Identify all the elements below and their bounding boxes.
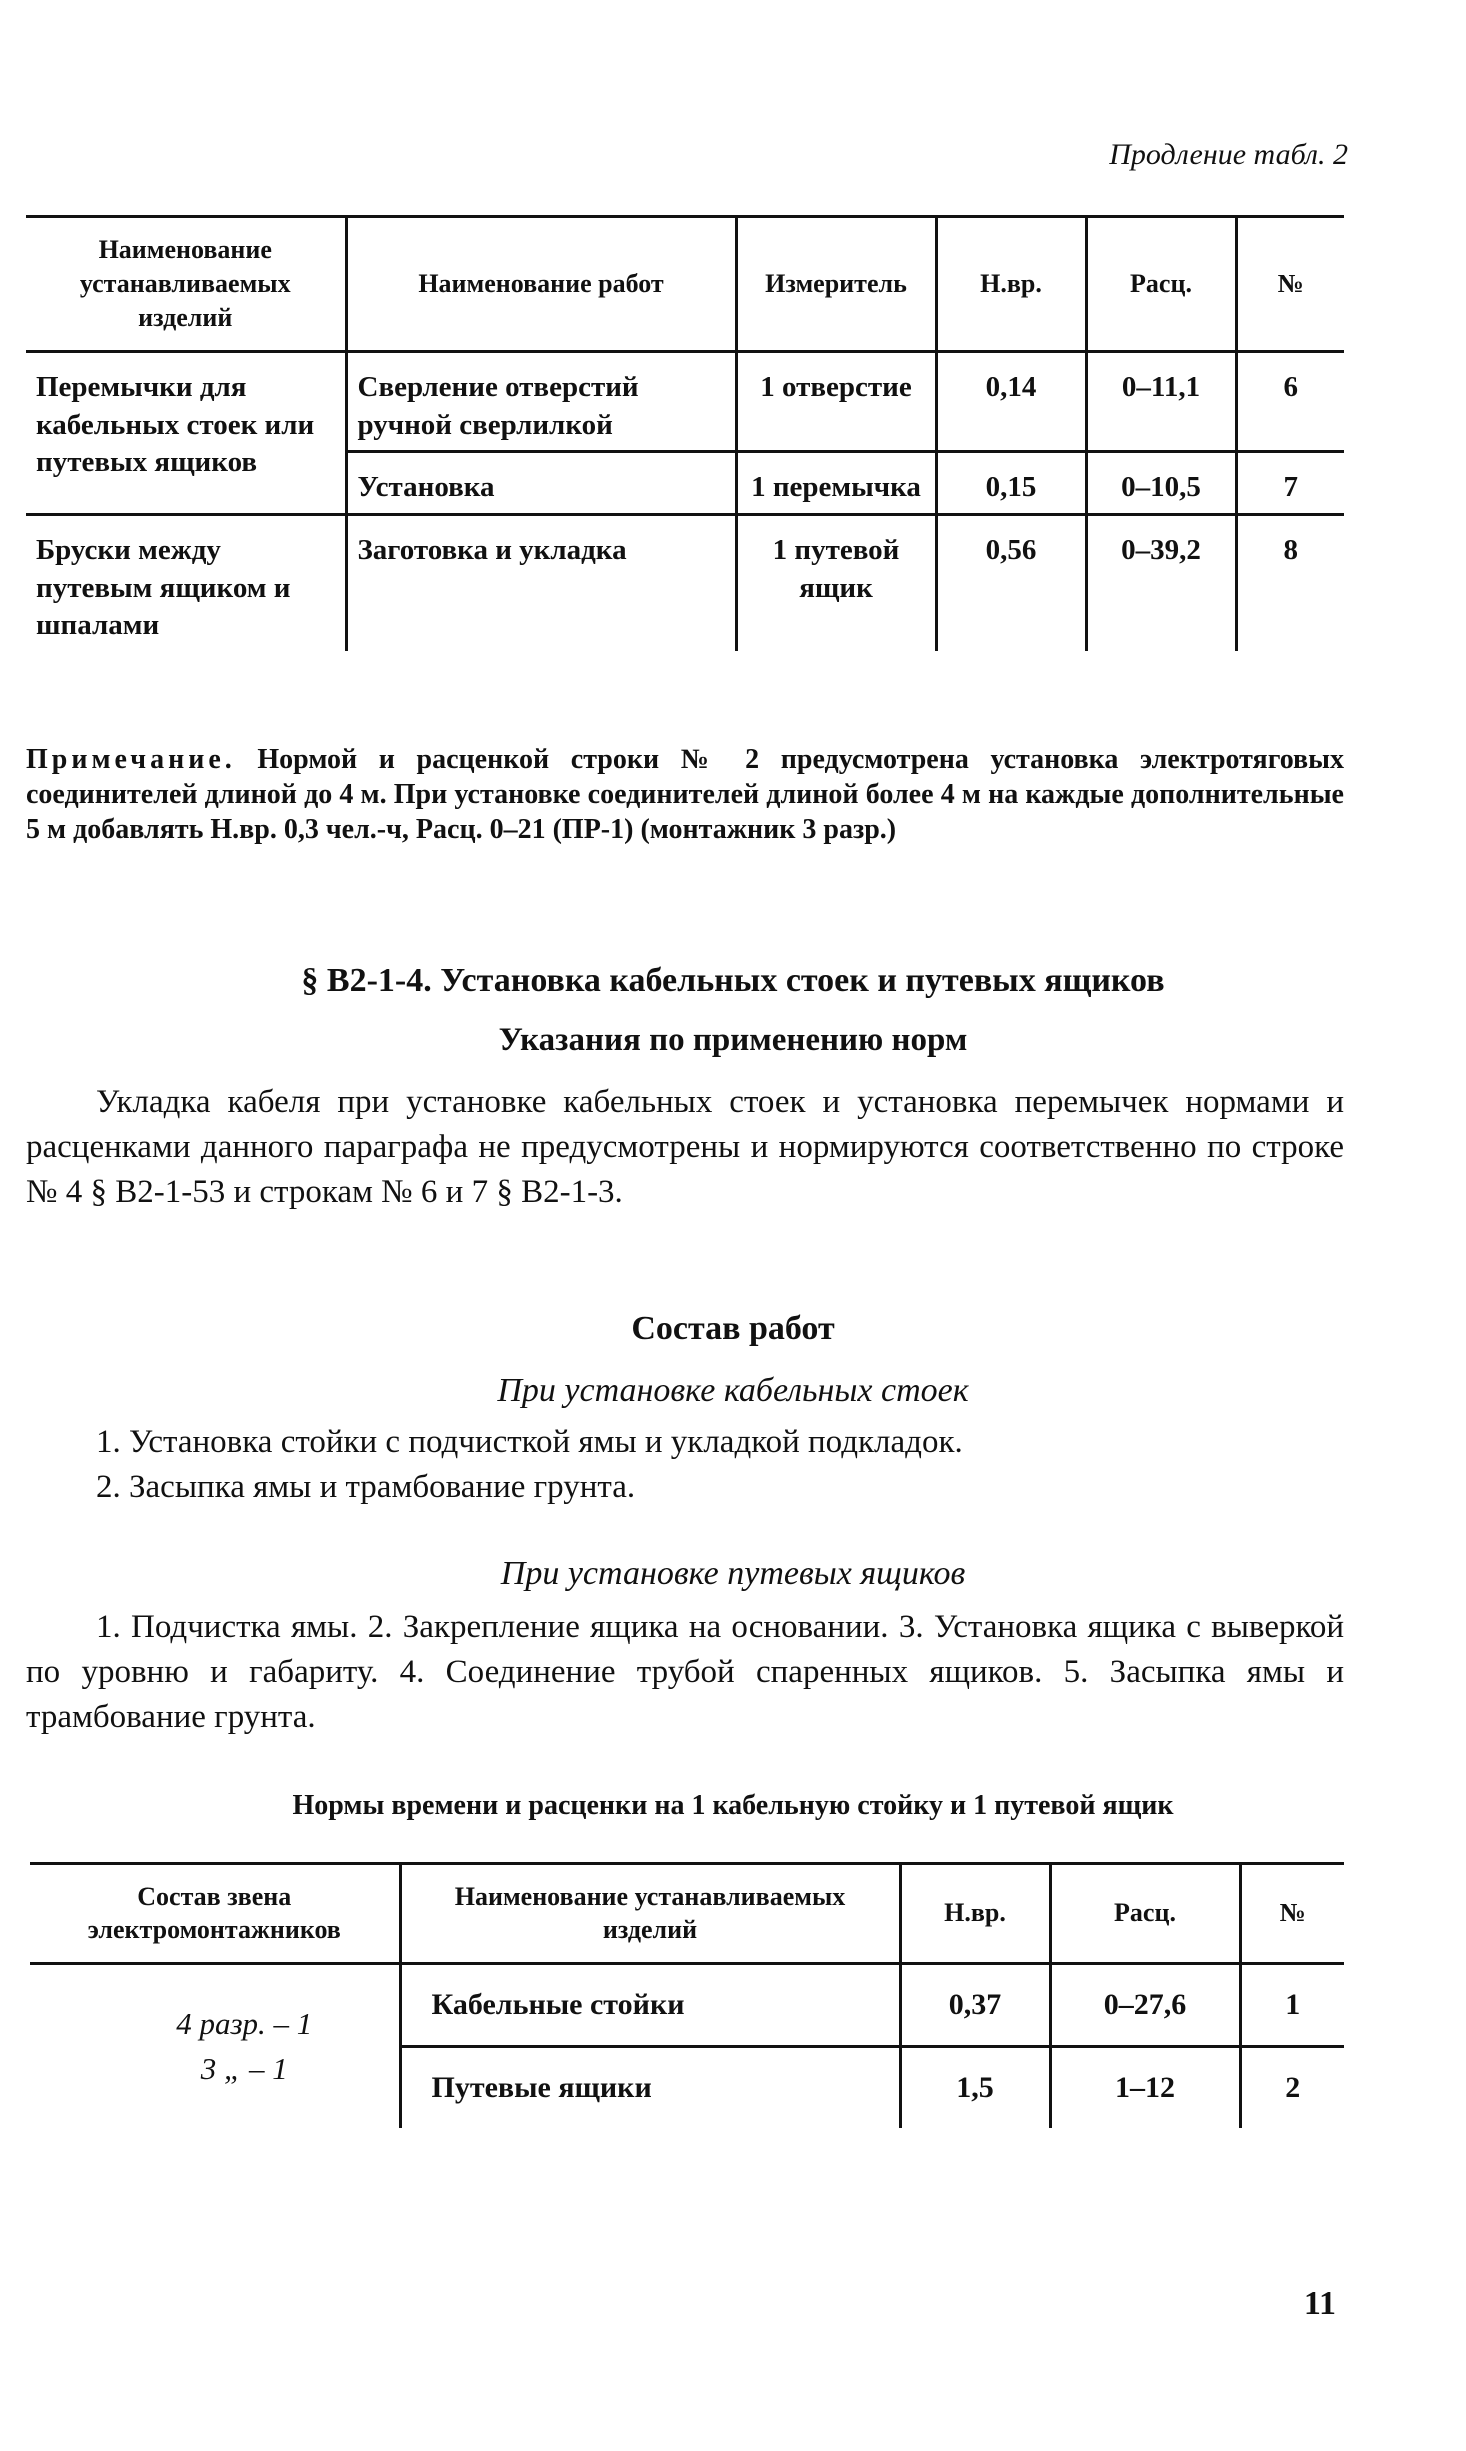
boxes-paragraph bbox=[26, 1605, 1344, 1740]
item-cell: Бруски между путевым ящиком и шпалами bbox=[26, 515, 346, 652]
instructions-text: Укладка кабеля при установке кабельных стоек и установка перемычек нормами и расценками данного параграфа не предусмотрены и нормируются соответственно по строке № 4 § В2-1-53 и строкам № 6 и 7 § В2-1-3. bbox=[26, 1084, 1344, 1210]
page-number: 11 bbox=[1303, 2285, 1336, 2322]
unit-cell: 1 отверстие bbox=[736, 352, 936, 452]
col-header-rate: Расц. bbox=[1050, 1864, 1240, 1964]
boxes-text: 1. Подчистка ямы. 2. Закрепление ящика на основании. 3. Установка ящика с выверкой по уровню и габариту. 4. Соединение трубой спаренных ящиков. 5. Засыпка ямы и трамбование грунта. bbox=[26, 1609, 1344, 1735]
unit-cell: 1 перемычка bbox=[736, 452, 936, 515]
rate-cell: 0–27,6 bbox=[1050, 1964, 1240, 2047]
instructions-paragraph bbox=[26, 1080, 1344, 1215]
boxes-subtitle: При установке путевых ящиков bbox=[500, 1555, 966, 1592]
work-cell: Заготовка и укладка bbox=[346, 515, 736, 652]
item-cell: Путевые ящики bbox=[400, 2047, 900, 2129]
table-row bbox=[26, 352, 1344, 452]
stands-steps bbox=[26, 1420, 1344, 1510]
col-header-work: Наименование работ bbox=[346, 217, 736, 352]
col-header-number: № bbox=[1236, 217, 1344, 352]
rate-cell: 1–12 bbox=[1050, 2047, 1240, 2129]
item-cell: Кабельные стойки bbox=[400, 1964, 900, 2047]
table-row bbox=[26, 515, 1344, 652]
number-cell: 6 bbox=[1236, 352, 1344, 452]
number-cell: 1 bbox=[1240, 1964, 1344, 2047]
instructions-title: Указания по применению норм bbox=[498, 1022, 968, 1058]
table2-caption: Нормы времени и расценки на 1 кабельную стойку и 1 путевой ящик bbox=[292, 1790, 1174, 1821]
col-header-number: № bbox=[1240, 1864, 1344, 1964]
work-norms-table bbox=[26, 215, 1344, 651]
norm-cell: 0,14 bbox=[936, 352, 1086, 452]
item-cell: Перемычки для кабельных стоек или путевых ящиков bbox=[26, 352, 346, 515]
rate-cell: 0–10,5 bbox=[1086, 452, 1236, 515]
norm-cell: 0,56 bbox=[936, 515, 1086, 652]
col-header-rate: Расц. bbox=[1086, 217, 1236, 352]
crew-line: 3 „ – 1 bbox=[200, 2050, 288, 2086]
work-composition-title: Состав работ bbox=[631, 1310, 835, 1347]
table-header-row bbox=[26, 217, 1344, 352]
norm-cell: 0,15 bbox=[936, 452, 1086, 515]
table-header-row bbox=[30, 1864, 1344, 1964]
col-header-item: Наименование устанавливаемых изделий bbox=[26, 217, 346, 352]
norm-cell: 1,5 bbox=[900, 2047, 1050, 2129]
number-cell: 2 bbox=[1240, 2047, 1344, 2129]
number-cell: 8 bbox=[1236, 515, 1344, 652]
work-cell: Установка bbox=[346, 452, 736, 515]
note-text: Нормой и расценкой строки № 2 предусмотрена установка электротяговых соединителей длиной до 4 м. При установке соединителей длиной более 4 м на каждые дополнительные 5 м добавлять Н.вр. 0,3 чел.-ч, Расц. 0–21 (ПР-1) (монтажник 3 разр.) bbox=[26, 744, 1344, 845]
table-note bbox=[26, 742, 1344, 847]
section-title: § В2-1-4. Установка кабельных стоек и путевых ящиков bbox=[301, 962, 1165, 999]
col-header-norm: Н.вр. bbox=[900, 1864, 1050, 1964]
col-header-item: Наименование устанавливаемых изделий bbox=[400, 1864, 900, 1964]
col-header-norm: Н.вр. bbox=[936, 217, 1086, 352]
crew-cell bbox=[30, 1964, 400, 2129]
rate-cell: 0–11,1 bbox=[1086, 352, 1236, 452]
list-item: 2. Засыпка ямы и трамбование грунта. bbox=[96, 1468, 636, 1505]
unit-cell: 1 путевой ящик bbox=[736, 515, 936, 652]
list-item: 1. Установка стойки с подчисткой ямы и укладкой подкладок. bbox=[96, 1424, 963, 1460]
norm-cell: 0,37 bbox=[900, 1964, 1050, 2047]
rate-cell: 0–39,2 bbox=[1086, 515, 1236, 652]
stand-box-norms-table bbox=[30, 1862, 1344, 2128]
crew-line: 4 разр. – 1 bbox=[176, 2005, 313, 2041]
work-cell: Сверление отверстий ручной сверлилкой bbox=[346, 352, 736, 452]
note-label: Примечание. bbox=[26, 744, 236, 775]
table-continuation-label: Продление табл. 2 bbox=[1109, 138, 1348, 171]
table-row bbox=[30, 1964, 1344, 2047]
number-cell: 7 bbox=[1236, 452, 1344, 515]
col-header-crew: Состав звена электромонтажников bbox=[30, 1864, 400, 1964]
col-header-unit: Измеритель bbox=[736, 217, 936, 352]
stands-subtitle: При установке кабельных стоек bbox=[497, 1372, 969, 1409]
